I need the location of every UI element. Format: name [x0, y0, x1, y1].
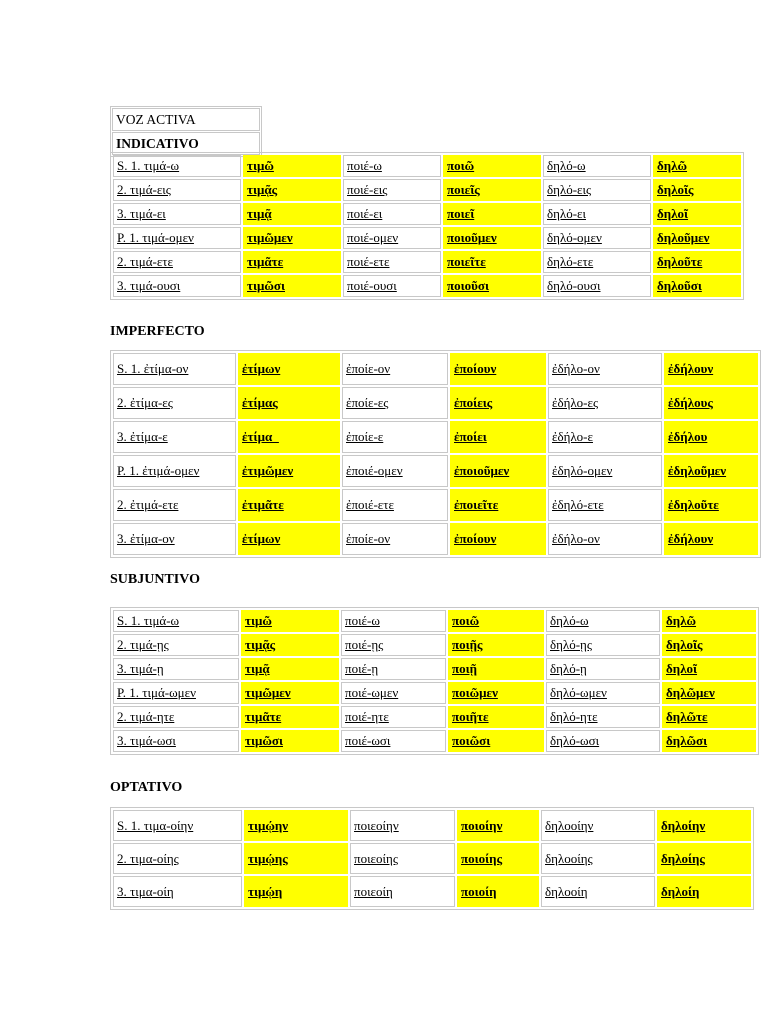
uncontracted-form-cell[interactable]: ἐδήλο-ες — [548, 387, 662, 419]
uncontracted-form-cell[interactable]: S. 1. τιμά-ω — [113, 610, 239, 632]
contracted-form-cell[interactable]: τιμῴη — [244, 876, 348, 907]
contracted-form-cell[interactable]: ἐποιεῖτε — [450, 489, 546, 521]
uncontracted-form-cell[interactable]: δηλό-ομεν — [543, 227, 651, 249]
uncontracted-form-cell[interactable]: 2. τιμά-ῃς — [113, 634, 239, 656]
indicativo-table — [110, 152, 744, 300]
contracted-form-cell[interactable]: ἐποίει — [450, 421, 546, 453]
uncontracted-form-cell[interactable]: ποιέ-ῃ — [341, 658, 446, 680]
uncontracted-form-cell[interactable]: 3. τιμά-ει — [113, 203, 241, 225]
table-row — [113, 730, 756, 752]
uncontracted-form-cell[interactable]: P. 1. ἐτιμά-ομεν — [113, 455, 236, 487]
contracted-form-cell[interactable]: δηλοῖ — [653, 203, 741, 225]
uncontracted-form-cell[interactable]: ἐποιέ-ομεν — [342, 455, 448, 487]
uncontracted-form-cell[interactable]: δηλό-ω — [543, 155, 651, 177]
header-table — [110, 106, 262, 157]
contracted-form-cell[interactable]: ποιῶ — [443, 155, 541, 177]
uncontracted-form-cell[interactable]: δηλοοίης — [541, 843, 655, 874]
uncontracted-form-cell[interactable]: 2. ἐτιμά-ετε — [113, 489, 236, 521]
contracted-form-cell[interactable]: ποιοίη — [457, 876, 539, 907]
uncontracted-form-cell[interactable]: 3. τιμά-ῃ — [113, 658, 239, 680]
uncontracted-form-cell[interactable]: ποιεοίη — [350, 876, 455, 907]
contracted-form-cell[interactable]: ποιεῖ — [443, 203, 541, 225]
uncontracted-form-cell[interactable]: ποιεοίης — [350, 843, 455, 874]
uncontracted-form-cell[interactable]: ἐδήλο-ε — [548, 421, 662, 453]
uncontracted-form-cell[interactable]: 3. ἐτίμα-ε — [113, 421, 236, 453]
uncontracted-form-cell[interactable]: δηλοοίη — [541, 876, 655, 907]
contracted-form-cell[interactable]: ἐτιμῶμεν — [238, 455, 340, 487]
contracted-form-cell[interactable]: ἐδηλοῦτε — [664, 489, 758, 521]
contracted-form-cell[interactable]: ἐτίμων — [238, 523, 340, 555]
contracted-form-cell[interactable]: τιμᾷς — [241, 634, 339, 656]
table-row — [113, 610, 756, 632]
contracted-form-cell[interactable]: τιμᾷς — [243, 179, 341, 201]
table-row — [113, 634, 756, 656]
contracted-form-cell[interactable]: δηλοῦμεν — [653, 227, 741, 249]
contracted-form-cell[interactable]: ἐποίουν — [450, 523, 546, 555]
table-row — [113, 843, 751, 874]
uncontracted-form-cell[interactable]: P. 1. τιμά-ομεν — [113, 227, 241, 249]
uncontracted-form-cell[interactable]: ἐποιέ-ετε — [342, 489, 448, 521]
contracted-form-cell[interactable]: ἐποίουν — [450, 353, 546, 385]
table-row — [113, 489, 758, 521]
contracted-form-cell[interactable]: ἐτίμας — [238, 387, 340, 419]
subjuntivo-table — [110, 607, 759, 755]
contracted-form-cell[interactable]: δηλῶ — [662, 610, 756, 632]
uncontracted-form-cell[interactable]: P. 1. τιμά-ωμεν — [113, 682, 239, 704]
contracted-form-cell[interactable]: τιμῶσι — [243, 275, 341, 297]
contracted-form-cell[interactable]: ποιοίης — [457, 843, 539, 874]
uncontracted-form-cell[interactable]: ἐποίε-ε — [342, 421, 448, 453]
uncontracted-form-cell[interactable]: ποιέ-ει — [343, 203, 441, 225]
table-row — [113, 455, 758, 487]
uncontracted-form-cell[interactable]: S. 1. ἐτίμα-ον — [113, 353, 236, 385]
table-row — [113, 658, 756, 680]
uncontracted-form-cell[interactable]: ποιέ-ω — [343, 155, 441, 177]
uncontracted-form-cell[interactable]: ποιέ-ῃς — [341, 634, 446, 656]
uncontracted-form-cell[interactable]: S. 1. τιμά-ω — [113, 155, 241, 177]
contracted-form-cell[interactable]: τιμῶμεν — [243, 227, 341, 249]
uncontracted-form-cell[interactable]: δηλό-ουσι — [543, 275, 651, 297]
table-row — [113, 227, 741, 249]
contracted-form-cell[interactable]: ποιῶ — [448, 610, 544, 632]
contracted-form-cell[interactable]: ἐδήλους — [664, 387, 758, 419]
contracted-form-cell[interactable]: τιμᾷ — [243, 203, 341, 225]
contracted-form-cell[interactable]: ἐποίεις — [450, 387, 546, 419]
contracted-form-cell[interactable]: τιμᾶτε — [241, 706, 339, 728]
uncontracted-form-cell[interactable]: 2. τιμά-εις — [113, 179, 241, 201]
table-row — [113, 682, 756, 704]
contracted-form-cell[interactable]: ἐδήλου — [664, 421, 758, 453]
table-row — [113, 421, 758, 453]
uncontracted-form-cell[interactable]: δηλό-ωσι — [546, 730, 660, 752]
table-row — [113, 353, 758, 385]
contracted-form-cell[interactable]: ποιῶμεν — [448, 682, 544, 704]
uncontracted-form-cell[interactable]: ἐδηλό-ετε — [548, 489, 662, 521]
contracted-form-cell[interactable]: ἐδηλοῦμεν — [664, 455, 758, 487]
contracted-form-cell[interactable]: δηλοῦσι — [653, 275, 741, 297]
uncontracted-form-cell[interactable]: ποιέ-ητε — [341, 706, 446, 728]
contracted-form-cell[interactable]: τιμᾷ — [241, 658, 339, 680]
contracted-form-cell[interactable]: τιμῴης — [244, 843, 348, 874]
contracted-form-cell[interactable]: ἐτίμα_ — [238, 421, 340, 453]
uncontracted-form-cell[interactable]: ποιέ-εις — [343, 179, 441, 201]
contracted-form-cell[interactable]: ἐτίμων — [238, 353, 340, 385]
contracted-form-cell[interactable]: τιμῶ — [243, 155, 341, 177]
table-row — [113, 876, 751, 907]
contracted-form-cell[interactable]: δηλῶσι — [662, 730, 756, 752]
uncontracted-form-cell[interactable]: δηλό-ητε — [546, 706, 660, 728]
uncontracted-form-cell[interactable]: δηλό-ετε — [543, 251, 651, 273]
uncontracted-form-cell[interactable]: ἐποίε-ες — [342, 387, 448, 419]
contracted-form-cell[interactable]: ἐδήλουν — [664, 523, 758, 555]
imperfecto-table — [110, 350, 761, 558]
contracted-form-cell[interactable]: ποιῶσι — [448, 730, 544, 752]
contracted-form-cell[interactable]: δηλοῖ — [662, 658, 756, 680]
uncontracted-form-cell[interactable]: S. 1. τιμα-οίην — [113, 810, 242, 841]
contracted-form-cell[interactable]: τιμῴην — [244, 810, 348, 841]
contracted-form-cell[interactable]: τιμῶσι — [241, 730, 339, 752]
uncontracted-form-cell[interactable]: ἐδηλό-ομεν — [548, 455, 662, 487]
contracted-form-cell[interactable]: ποιῇς — [448, 634, 544, 656]
contracted-form-cell[interactable]: δηλῶμεν — [662, 682, 756, 704]
contracted-form-cell[interactable]: ἐδήλουν — [664, 353, 758, 385]
uncontracted-form-cell[interactable]: δηλό-ῃ — [546, 658, 660, 680]
uncontracted-form-cell[interactable]: ἐδήλο-ον — [548, 523, 662, 555]
table-row — [113, 810, 751, 841]
contracted-form-cell[interactable]: δηλοίην — [657, 810, 751, 841]
contracted-form-cell[interactable]: δηλοίη — [657, 876, 751, 907]
uncontracted-form-cell[interactable]: ἐποίε-ον — [342, 523, 448, 555]
table-row — [113, 387, 758, 419]
uncontracted-form-cell[interactable]: 2. τιμά-ετε — [113, 251, 241, 273]
contracted-form-cell[interactable]: δηλοίης — [657, 843, 751, 874]
contracted-form-cell[interactable]: ποιοῦμεν — [443, 227, 541, 249]
subjuntivo-title: SUBJUNTIVO — [110, 572, 200, 587]
uncontracted-form-cell[interactable]: 2. ἐτίμα-ες — [113, 387, 236, 419]
uncontracted-form-cell[interactable]: ποιέ-ομεν — [343, 227, 441, 249]
imperfecto-title: IMPERFECTO — [110, 324, 205, 339]
table-row — [113, 706, 756, 728]
contracted-form-cell[interactable]: ἐτιμᾶτε — [238, 489, 340, 521]
contracted-form-cell[interactable]: τιμῶ — [241, 610, 339, 632]
uncontracted-form-cell[interactable]: ποιέ-ουσι — [343, 275, 441, 297]
uncontracted-form-cell[interactable]: 2. τιμα-οίης — [113, 843, 242, 874]
contracted-form-cell[interactable]: ποιεῖς — [443, 179, 541, 201]
uncontracted-form-cell[interactable]: δηλό-ει — [543, 203, 651, 225]
uncontracted-form-cell[interactable]: ποιέ-ωσι — [341, 730, 446, 752]
voice-label: VOZ ACTIVA — [112, 108, 260, 131]
uncontracted-form-cell[interactable]: ποιέ-ωμεν — [341, 682, 446, 704]
contracted-form-cell[interactable]: δηλοῦτε — [653, 251, 741, 273]
contracted-form-cell[interactable]: δηλοῖς — [653, 179, 741, 201]
uncontracted-form-cell[interactable]: 3. ἐτίμα-ον — [113, 523, 236, 555]
contracted-form-cell[interactable]: τιμᾶτε — [243, 251, 341, 273]
optativo-title: OPTATIVO — [110, 780, 183, 795]
table-row — [113, 275, 741, 297]
contracted-form-cell[interactable]: δηλοῖς — [662, 634, 756, 656]
contracted-form-cell[interactable]: δηλῶτε — [662, 706, 756, 728]
table-row — [113, 203, 741, 225]
uncontracted-form-cell[interactable]: 3. τιμά-ωσι — [113, 730, 239, 752]
contracted-form-cell[interactable]: ποιῆτε — [448, 706, 544, 728]
contracted-form-cell[interactable]: ποιῇ — [448, 658, 544, 680]
table-row — [113, 179, 741, 201]
uncontracted-form-cell[interactable]: δηλό-ῃς — [546, 634, 660, 656]
table-row — [113, 251, 741, 273]
uncontracted-form-cell[interactable]: δηλοοίην — [541, 810, 655, 841]
uncontracted-form-cell[interactable]: δηλό-ω — [546, 610, 660, 632]
contracted-form-cell[interactable]: ἐποιοῦμεν — [450, 455, 546, 487]
uncontracted-form-cell[interactable]: δηλό-εις — [543, 179, 651, 201]
uncontracted-form-cell[interactable]: ἐποίε-ον — [342, 353, 448, 385]
uncontracted-form-cell[interactable]: δηλό-ωμεν — [546, 682, 660, 704]
uncontracted-form-cell[interactable]: 3. τιμα-οίη — [113, 876, 242, 907]
contracted-form-cell[interactable]: ποιοίην — [457, 810, 539, 841]
uncontracted-form-cell[interactable]: 2. τιμά-ητε — [113, 706, 239, 728]
mode-label: INDICATIVO — [112, 132, 260, 155]
uncontracted-form-cell[interactable]: ποιέ-ετε — [343, 251, 441, 273]
uncontracted-form-cell[interactable]: ποιεοίην — [350, 810, 455, 841]
contracted-form-cell[interactable]: ποιεῖτε — [443, 251, 541, 273]
table-row — [113, 155, 741, 177]
contracted-form-cell[interactable]: τιμῶμεν — [241, 682, 339, 704]
uncontracted-form-cell[interactable]: ποιέ-ω — [341, 610, 446, 632]
contracted-form-cell[interactable]: ποιοῦσι — [443, 275, 541, 297]
contracted-form-cell[interactable]: δηλῶ — [653, 155, 741, 177]
uncontracted-form-cell[interactable]: ἐδήλο-ον — [548, 353, 662, 385]
table-row — [113, 523, 758, 555]
uncontracted-form-cell[interactable]: 3. τιμά-ουσι — [113, 275, 241, 297]
optativo-table — [110, 807, 754, 910]
